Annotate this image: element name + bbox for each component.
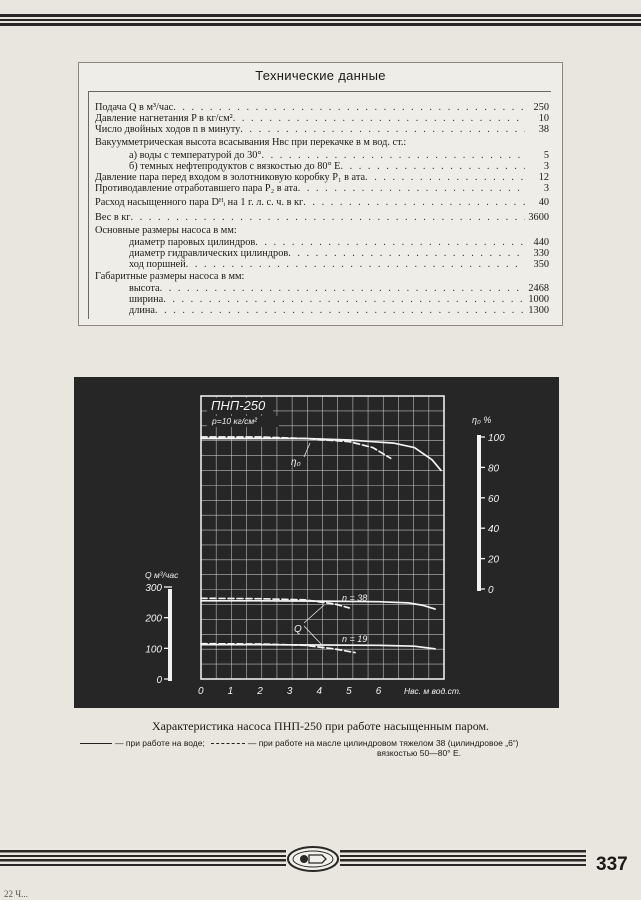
legend-oil-viscosity: вязкостью 50—80° E.: [377, 748, 461, 758]
legend-water: — при работе на воде;: [115, 738, 205, 748]
annotation-n19: n = 19: [342, 634, 368, 644]
eta-tick-label: 40: [488, 524, 500, 536]
spec-label: Давление нагнетания P в кг/см²: [95, 113, 233, 124]
q-tick-label: 100: [145, 644, 162, 656]
spec-row: [129, 237, 549, 248]
x-tick-label: 5: [346, 686, 352, 697]
spec-label: Габаритные размеры насоса в мм:: [95, 271, 245, 282]
spec-label: диаметр гидравлических цилиндров: [129, 248, 289, 259]
spec-label: Вакуумметрическая высота всасывания Hвс при перекачке в м вод. ст.:: [95, 137, 407, 148]
spec-value: 250: [533, 102, 549, 113]
x-tick-label: 0: [198, 686, 204, 697]
spec-value: 10: [538, 113, 549, 124]
spec-row: [95, 137, 549, 148]
bottom-ornament-rule: [0, 846, 641, 880]
spec-value: 12: [538, 172, 549, 183]
page-number: 337: [596, 854, 628, 875]
spec-row: [129, 259, 549, 270]
spec-label: Расход насыщенного пара Dᴴᵢ на 1 г. л. с. ч. в кг: [95, 197, 304, 208]
spec-value: 38: [538, 124, 549, 135]
eta-leader-line: [304, 443, 310, 457]
spec-label: длина: [129, 305, 155, 316]
legend-dashed-line: [211, 743, 245, 744]
pump-characteristic-chart: [74, 377, 559, 708]
spec-row: [95, 183, 549, 194]
spec-label: б) темных нефтепродуктов с вязкостью до 80° E: [129, 161, 341, 172]
annotation-q: Q: [294, 624, 302, 635]
spec-label: а) воды с температурой до 30°: [129, 150, 262, 161]
legend-oil: — при работе на масле цилиндровом тяжелом 38 (цилиндровое „6“): [247, 738, 519, 748]
q-tick-label: 200: [145, 613, 162, 625]
spec-row: [95, 197, 549, 208]
legend-solid-line: [80, 743, 112, 744]
spec-value: 1000: [528, 294, 549, 305]
spec-label: высота: [129, 283, 160, 294]
top-ornament-rule: [0, 12, 641, 28]
q-scale-bar: [168, 589, 172, 681]
series-line-0: [201, 439, 441, 471]
chart-subtitle: p=10 кг/см²: [212, 416, 257, 426]
spec-value: 3: [543, 183, 549, 194]
spec-label: ход поршней: [129, 259, 186, 270]
chart-legend: [80, 738, 580, 758]
x-tick-label: 3: [286, 686, 293, 697]
spec-row: [129, 248, 549, 259]
q-tick-label: 0: [156, 675, 162, 686]
spec-row: [95, 225, 549, 236]
spec-label: Противодавление отработавшего пара P₂ в ата: [95, 183, 298, 194]
x-tick-label: 6: [375, 686, 382, 697]
eta-tick-label: 100: [488, 433, 505, 444]
eta-tick-label: 20: [488, 554, 500, 566]
spec-row: [129, 161, 549, 172]
chart-canvas: [74, 377, 559, 708]
figure-caption: Характеристика насоса ПНП-250 при работе насыщенным паром.: [151, 719, 490, 733]
technical-data-list: [88, 91, 551, 319]
q-tick-label: 300: [145, 583, 162, 594]
spec-value: 330: [533, 248, 549, 259]
spec-value: [525, 271, 549, 282]
x-tick-label: 4: [316, 686, 323, 697]
footer-note: 22 Ч...: [4, 889, 28, 899]
spec-row: [95, 113, 549, 124]
spec-value: 350: [533, 259, 549, 270]
spec-value: 440: [533, 237, 549, 248]
eta-scale-bar: [477, 435, 481, 591]
spec-label: Давление пара перед входом в золотниковую коробку P₁ в ата: [95, 172, 366, 183]
spec-label: диаметр паровых цилиндров: [129, 237, 256, 248]
x-tick-label: 1: [227, 686, 234, 697]
spec-row: [129, 283, 549, 294]
q-leader-line-lower: [304, 626, 322, 645]
right-axis-label: η₀ %: [472, 415, 492, 425]
spec-value: [525, 225, 549, 236]
technical-data-panel: [78, 62, 563, 326]
chart-title: ПНП-250: [211, 398, 266, 413]
spec-row: [95, 271, 549, 282]
x-tick-label: 2: [257, 686, 263, 697]
spec-value: 3600: [528, 212, 549, 223]
series-line-3: [201, 598, 349, 608]
spec-value: 5: [543, 150, 549, 161]
spec-value: 1300: [528, 305, 549, 316]
spec-row: [95, 102, 549, 113]
spec-label: Вес в кг: [95, 212, 131, 223]
spec-row: [95, 172, 549, 183]
spec-row: [95, 212, 549, 223]
x-axis-label: Hвс. м вод.ст.: [404, 686, 462, 696]
spec-label: Число двойных ходов n в минуту: [95, 124, 241, 135]
eta-tick-label: 60: [488, 493, 500, 505]
chart-axes: [144, 433, 505, 697]
eta-tick-label: 0: [488, 585, 494, 596]
spec-label: Основные размеры насоса в мм:: [95, 225, 237, 236]
spec-row: [95, 124, 549, 135]
spec-value: [525, 137, 549, 148]
q-leader-line-upper: [304, 605, 324, 623]
eta-tick-label: 80: [488, 463, 500, 475]
spec-row: [129, 305, 549, 316]
annotation-n38: n = 38: [342, 593, 368, 603]
left-axis-label: Q м³/час: [145, 570, 179, 580]
annotation-eta: η₀: [291, 457, 301, 468]
spec-value: 2468: [528, 283, 549, 294]
spec-value: 40: [538, 197, 549, 208]
technical-data-title: Технические данные: [255, 68, 386, 83]
spec-row: [129, 150, 549, 161]
spec-row: [129, 294, 549, 305]
spec-label: Подача Q в м³/час: [95, 102, 174, 113]
spec-label: ширина: [129, 294, 164, 305]
spec-value: 3: [543, 161, 549, 172]
